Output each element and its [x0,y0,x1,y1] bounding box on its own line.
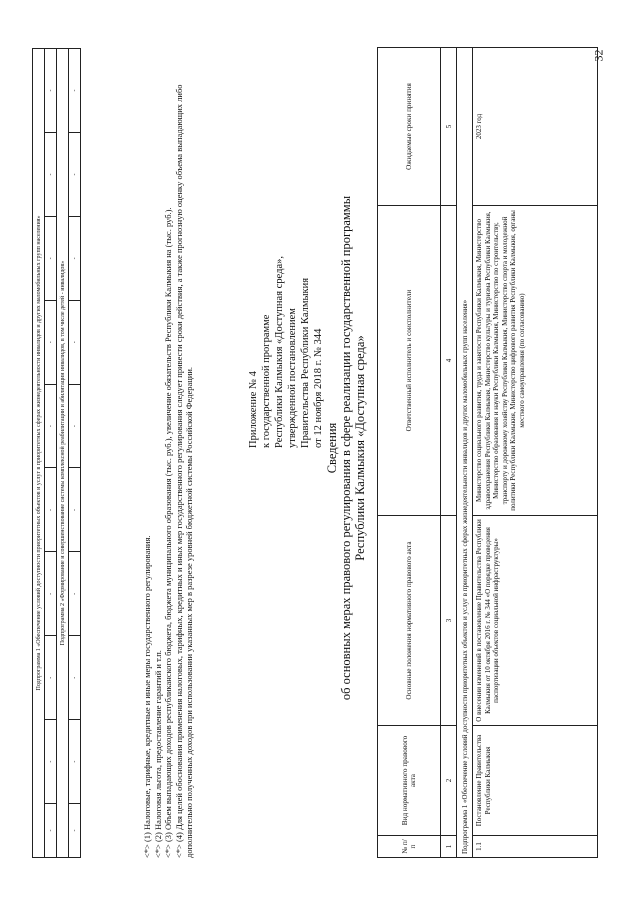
col-number: 4 [441,206,457,516]
dash-cell: - [45,468,57,552]
dash-cell: - [45,720,57,804]
title-line: Сведения [325,422,339,474]
dash-cell: - [45,216,57,300]
appendix-line: утвержденной постановлением [287,308,298,448]
dash-cell: - [45,552,57,636]
footnote-4: <*> (4) Для целей обоснования применения налоговых, тарифных, кредитных и иных мер государственного регулирования следует привести сроки действия, а также прогнозную оценку объема выпадающих либо дополнительно полученных доходов при использовании указанных мер в разрезе уровней бюджетной системы Российской Федерации. [173,84,195,858]
page-number: 32 [591,49,606,62]
col-number: 3 [441,516,457,726]
dash-cell: - [69,133,81,217]
row-responsible: Министерство социального развития, труда и занятости Республики Калмыкия, Министерство здравоохранения Республики Калмыкия, Министерство культуры и туризма Республики Калмыкия, Министерство образования и науки Республики Калмыкия, Министерство по строительству, транспорту и дорожному хозяйству Республики Калмыкия, Министерство спорта и молодежной политики Республики Калмыкия, Министерство цифрового развития Республики Калмыкия, органы местного самоуправления (по согласованию) [473,206,598,516]
appendix-line: от 12 ноября 2018 г. № 344 [313,328,324,448]
dash-cell: - [45,300,57,384]
program1-row [33,49,45,858]
dash-cell: - [45,384,57,468]
document-title [325,48,367,848]
title-line: Республики Калмыкия «Доступная среда» [353,335,367,561]
col-number: 5 [441,48,457,206]
appendix-line: Правительства Республики Калмыкия [300,277,311,448]
header-deadline: Ожидаемые сроки принятия [378,48,441,206]
table-row [69,49,81,858]
dash-cell: - [69,49,81,133]
dash-cell: - [69,720,81,804]
table-row [473,48,598,858]
program2-label: Подпрограмма 2 «Формирование и совершенствование системы комплексной реабилитации и абилитации инвалидов, в том числе детей - инвалидов» [57,49,69,858]
program1-label: Подпрограмма 1 «Обеспечение условий доступности приоритетных объектов и услуг в приоритетных сферах жизнедеятельности инвалидов и других маломобильных групп населения» [33,49,45,858]
row-num: 1.1 [473,836,598,858]
header-num: № п/п [378,836,441,858]
dash-cell: - [69,552,81,636]
legal-measures-table [377,47,598,858]
dash-cell: - [69,384,81,468]
footnote-2: <*> (2) Налоговая льгота, предоставление гарантий и т.п. [152,650,163,858]
header-responsible: Ответственный исполнитель и соисполнители [378,206,441,516]
rotated-document-sheet [32,28,578,878]
dash-cell: - [69,300,81,384]
dash-cell: - [69,468,81,552]
row-act-type: Постановление Правительства Республики Калмыкия [473,726,598,836]
column-numbers-row [441,48,457,858]
appendix-line: к государственной программе [261,314,272,448]
appendix-header [247,48,325,448]
header-provisions: Основные положения нормативного правового акта [378,516,441,726]
dash-cell: - [69,216,81,300]
title-line: об основных мерах правового регулирования в сфере реализации государственной программы [339,195,353,701]
footnote-3: <*> (3) Объем выпадающих доходов республиканского бюджета, бюджета муниципального образования (тыс. руб.), увеличение обязательств Республики Калмыкия на (тыс. руб.). [163,207,174,858]
col-number: 1 [441,836,457,858]
footnotes [142,48,195,858]
appendix-line: Республики Калмыкия «Доступная среда», [274,256,285,448]
table-header-row [378,48,441,858]
dash-cell: - [69,636,81,720]
section-row [457,48,473,858]
program2-row [57,49,69,858]
dash-cell: - [45,133,57,217]
col-number: 2 [441,726,457,836]
section-label: Подпрограмма 1 «Обеспечение условий доступности приоритетных объектов и услуг в приоритетных сферах жизнедеятельности инвалидов и других маломобильных групп населения» [457,48,473,858]
dash-cell: - [45,49,57,133]
footnote-1: <*> (1) Налоговые, тарифные, кредитные и иные меры государственного регулирования. [142,535,152,858]
appendix-line: Приложение № 4 [248,371,259,448]
dash-cell: - [45,636,57,720]
dash-cell: - [45,804,57,858]
continuation-table [32,48,81,858]
header-act-type: Вид нормативного правового акта [378,726,441,836]
dash-cell: - [69,804,81,858]
table-row [45,49,57,858]
row-deadline: 2023 год [473,48,598,206]
row-provisions: О внесении изменений в постановление Правительства Республики Калмыкия от 10 октября 2016 г. № 344 «О порядке проведения паспортизации объектов социальной инфраструктуры» [473,516,598,726]
